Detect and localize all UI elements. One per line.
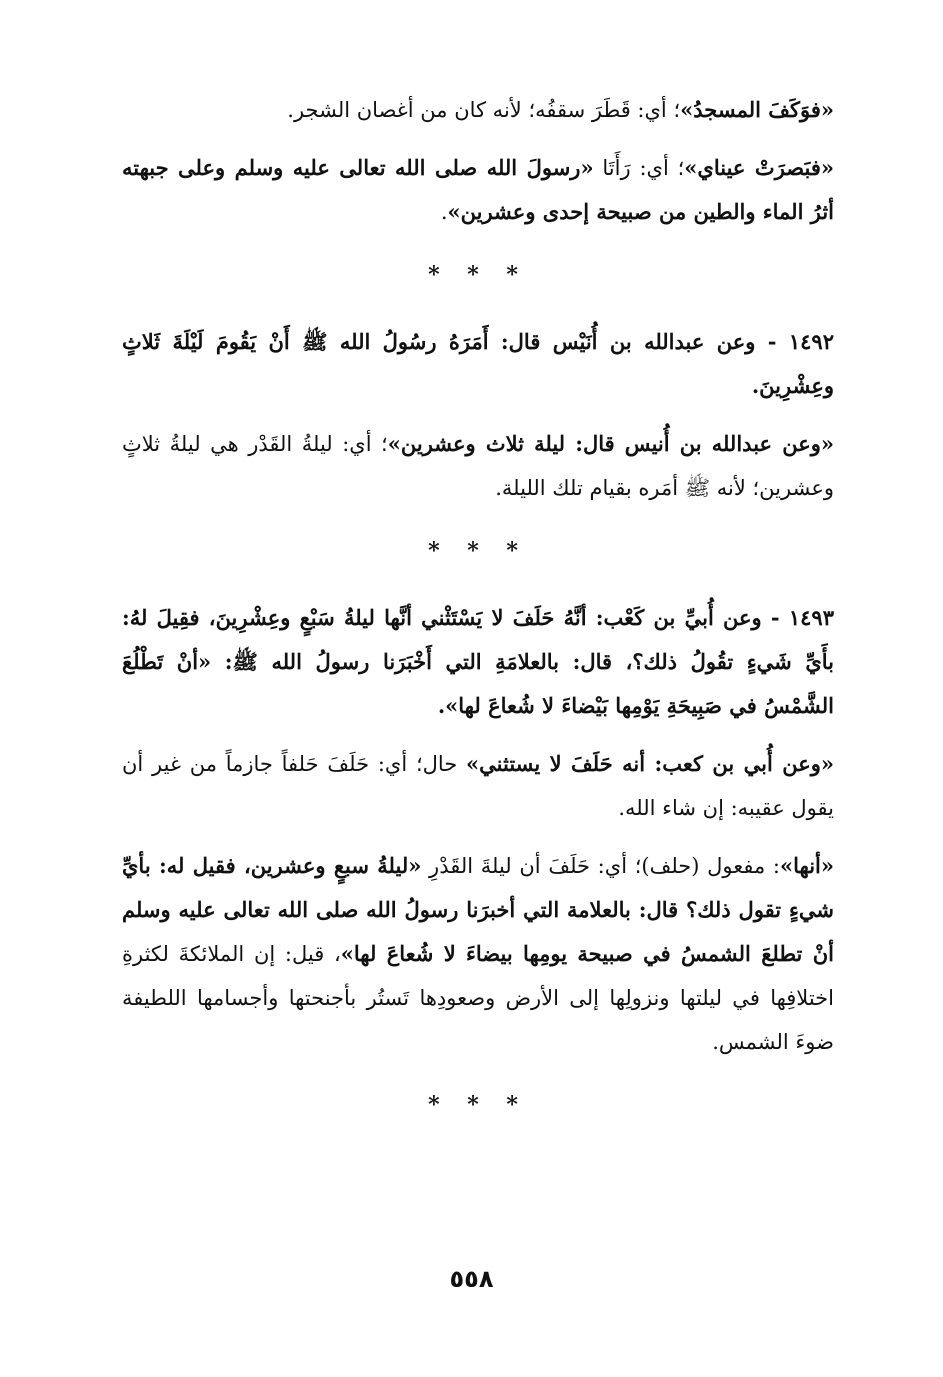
paragraph bbox=[122, 844, 834, 1064]
section-separator: * * * bbox=[428, 538, 528, 564]
commentary-text: حال؛ أي: حَلَفَ حَلفاً جازماً من غير أن يقول عقيبه: إن شاء الله. bbox=[122, 752, 834, 820]
quoted-text: «فبَصرَتْ عيناي» bbox=[684, 155, 834, 180]
quoted-text: ١٤٩٢ - وعن عبدالله بن أُنَيْس قال: أَمَرَهُ رسُولُ الله ﷺ أَنْ يَقُومَ لَيْلَةَ ثَلاثٍ وعِشْرِينَ. bbox=[122, 329, 834, 398]
paragraph bbox=[122, 422, 834, 510]
commentary-text: . bbox=[440, 200, 448, 224]
commentary-text: ؛ أي: قَطَرَ سقفُه؛ لأنه كان من أغصان الشجر. bbox=[287, 98, 681, 122]
section-separator: * * * bbox=[428, 1092, 528, 1118]
page-number: ٥٥٨ bbox=[449, 1265, 494, 1293]
paragraph bbox=[122, 596, 834, 728]
commentary-text: : مفعول (حلف)؛ أي: حَلَفَ أن ليلةَ القَدْرِ bbox=[421, 854, 780, 878]
quoted-text: «ليلةُ سبعٍ وعشرين، فقيل له: بأيِّ شيءٍ تقول ذلك؟ قال: بالعلامة التي أخبرَنا رسولُ الله صلى الله تعالى عليه وسلم أنْ تطلعَ الشمسُ في صبيحة يومِها بيضاءَ لا شُعاعَ لها» bbox=[122, 853, 834, 966]
section-separator: * * * bbox=[428, 262, 528, 288]
quoted-text: «رسولَ الله صلى الله تعالى عليه وسلم وعلى جبهته أثرُ الماء والطين من صبيحة إحدى وعشرين» bbox=[122, 155, 834, 224]
quoted-text: «أنها» bbox=[780, 853, 835, 878]
quoted-text: «وعن أُبي بن كعب: أنه حَلَفَ لا يستثني» bbox=[466, 751, 834, 776]
commentary-text: ، قيل: إن الملائكةَ لكثرةِ اختلافِها في ليلتها ونزولِها إلى الأرض وصعودِها تَستُر بأجنحتها وأجسامها اللطيفة ضوءَ الشمس. bbox=[122, 942, 834, 1054]
commentary-text: ؛ أي: ليلةُ القَدْر هي ليلةُ ثلاثٍ وعشرين؛ لأنه ﷺ أمَره بقيام تلك الليلة. bbox=[122, 432, 834, 500]
paragraph bbox=[122, 320, 834, 408]
quoted-text: «فوَكَفَ المسجدُ» bbox=[680, 97, 834, 122]
quoted-text: «وعن عبدالله بن أُنيس قال: ليلة ثلاث وعشرين» bbox=[387, 431, 834, 456]
commentary-text: ؛ أي: رَأَتَا bbox=[593, 156, 685, 180]
paragraph bbox=[122, 88, 834, 132]
page-body bbox=[122, 88, 834, 1150]
quoted-text: ١٤٩٣ - وعن أُبيِّ بن كَعْب: أنَّهُ حَلَفَ لا يَسْتَثْني أنَّها ليلةُ سَبْعٍ وعِشْرِينَ، فقِيلَ لهُ: بأَيِّ شَيءٍ تقُولُ ذلك؟، قال: بالعلامَةِ التي أَخْبَرَنا رسولُ الله ﷺ: «أنْ تَطْلُعَ الشَّمْسُ في صَبِيحَةِ يَوْمِها بَيْضاءَ لا شُعاعَ لها». bbox=[122, 605, 834, 718]
paragraph bbox=[122, 742, 834, 830]
paragraph bbox=[122, 146, 834, 234]
